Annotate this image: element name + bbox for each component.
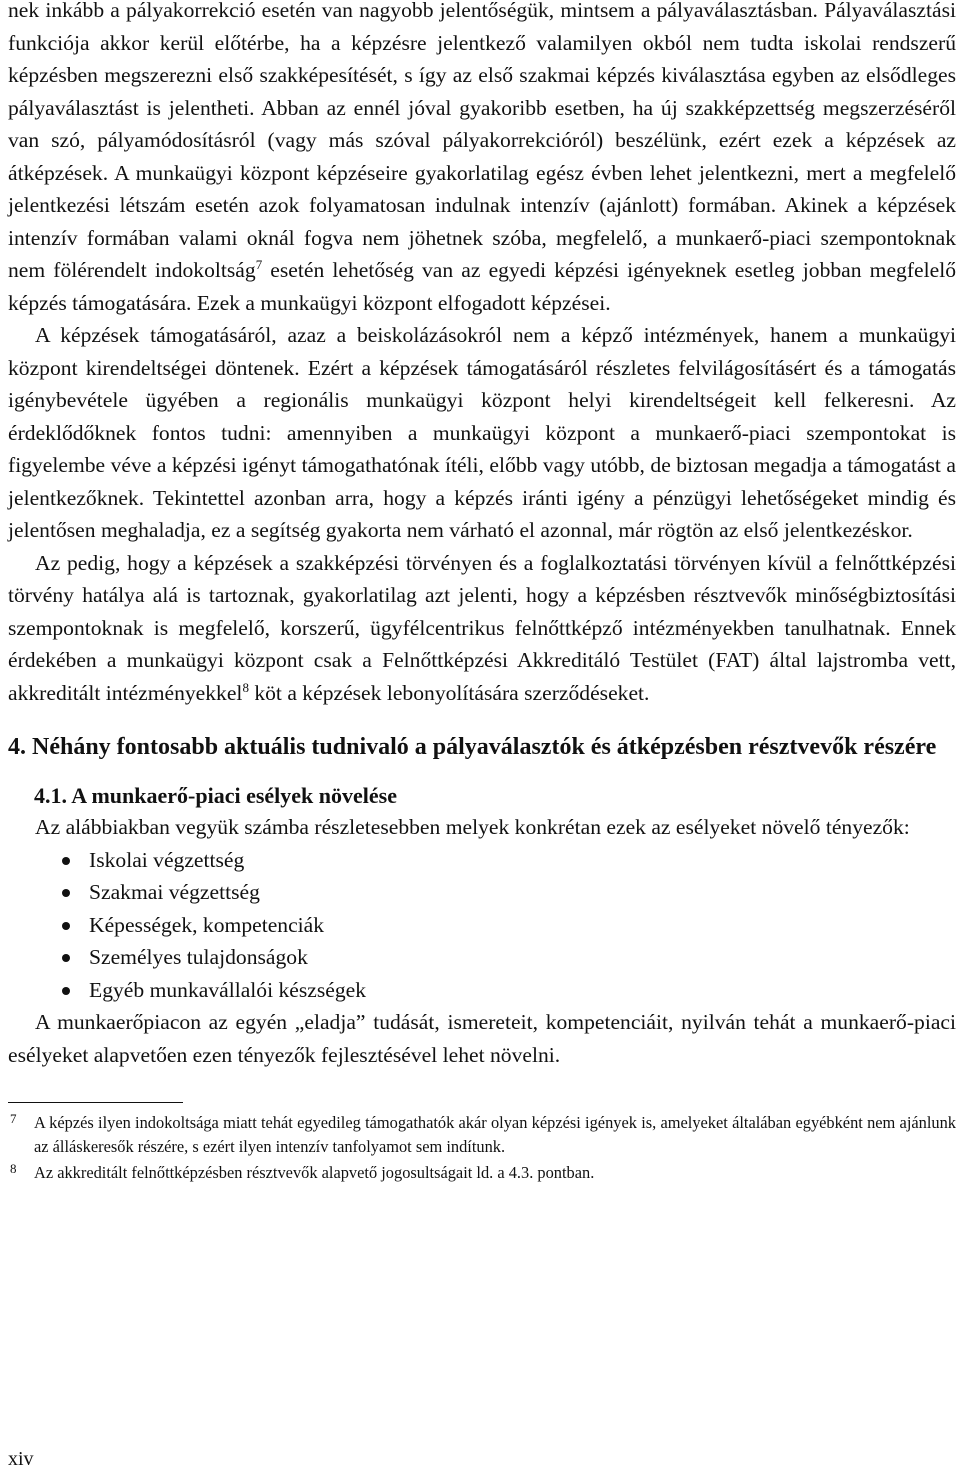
list-item: Képességek, kompetenciák: [34, 909, 956, 942]
page-number: xiv: [8, 1448, 34, 1470]
body-paragraph-support-decisions: A képzések támogatásáról, azaz a beiskolázásokról nem a képző intézmények, hanem a munkaügyi központ kirendeltségei döntenek. Ezért a képzések támogatásáról részletes felvilágosításért és a támogatás igénybevétele ügyében a regionális munkaügyi központ helyi kirendeltségeit kell felkeresni. Az érdeklődőknek fontos tudni: amennyiben a munkaügyi központ a munkaerő-piaci szempontokat is figyelembe véve a képzési igényt támogathatónak ítéli, előbb vagy utóbb, de biztosan megadja a támogatást a jelentkezőknek. Tekintettel azonban arra, hogy a képzés iránti igény a pénzügyi lehetőségeket mindig és jelentősen meghaladja, ez a segítség gyakorta nem várható el azonnal, már rögtön az első jelentkezéskor.: [8, 323, 956, 542]
list-item: Iskolai végzettség: [34, 844, 956, 877]
footnote-8: [8, 1161, 956, 1185]
list-item: Egyéb munkavállalói készségek: [34, 974, 956, 1007]
section-intro-paragraph: Az alábbiakban vegyük számba részletesebben melyek konkrétan ezek az esélyeket növelő tényezők:: [35, 815, 910, 839]
footnote-separator: [8, 1102, 183, 1103]
section-heading-4: 4. Néhány fontosabb aktuális tudnivaló a pályaválasztók és átképzésben résztvevők részére: [8, 734, 937, 760]
footnote-reference-7[interactable]: 7: [255, 257, 263, 272]
factor-list: [8, 844, 956, 1007]
footnote-text: A képzés ilyen indokoltsága miatt tehát egyedileg támogathatók akár olyan képzési igények is, amelyeket általában egyébként nem ajánlunk az álláskeresők részére, s ezért ilyen intenzív tanfolyamot sem indítunk.: [34, 1113, 956, 1156]
footnote-number: 7: [10, 1111, 17, 1126]
body-paragraph-adult-education-law: Az pedig, hogy a képzések a szakképzési törvényen és a foglalkoztatási törvényen kívül a felnőttképzési törvény hatálya alá is tartoznak, gyakorlatilag azt jelenti, hogy a képzésben résztvevők minőségbiztosítási szempontoknak is megfelelő, korszerű, ügyfélcentrikus felnőttképző intézményekben tanulhatnak. Ennek érdekében a munkaügyi központ csak a Felnőttképzési Akkreditáló Testület (FAT) által lajstromba vett, akkreditált intézményekkel$^8$ köt a képzések lebonyolítására szerződéseket.: [8, 550, 956, 705]
footnote-number: 8: [10, 1161, 17, 1176]
list-item: Személyes tulajdonságok: [34, 941, 956, 974]
footnote-text: Az akkreditált felnőttképzésben résztvevők alapvető jogosultságait ld. a 4.3. pontban.: [34, 1163, 595, 1182]
subsection-heading-4-1: 4.1. A munkaerő-piaci esélyek növelése: [34, 783, 397, 808]
section-closing-paragraph: A munkaerőpiacon az egyén „eladja” tudását, ismereteit, kompetenciáit, nyilván tehát a munkaerő-piaci esélyeket alapvetően ezen tényezők fejlesztésével lehet növelni.: [8, 1010, 956, 1067]
document-page: [8, 0, 956, 1185]
footnote-reference-8[interactable]: 8: [242, 679, 249, 695]
list-item: Szakmai végzettség: [34, 876, 956, 909]
footnote-7: [8, 1111, 956, 1159]
body-paragraph-training-forms: nek inkább a pályakorrekció esetén van nagyobb jelentőségük, mintsem a pályaválasztásban. Pályaválasztási funkciója akkor kerül előtérbe, ha a képzésre jelentkező valamilyen okból nem tudta iskolai rendszerű képzésben megszerezni első szakképesítését, s így az első szakmai képzés kiválasztása egyben az elsődleges pályaválasztást is jelentheti. Abban az ennél jóval gyakoribb esetben, ha új szakképzettség megszerzéséről van szó, pályamódosításról (vagy más szóval pályakorrekcióról) beszélünk, ezért ezek a képzések az átképzések. A munkaügyi központ képzéseire gyakorlatilag egész évben lehet jelentkezni, mert a megfelelő jelentkezési létszám esetén azok folyamatosan indulnak intenzív (ajánlott) formában. Akinek a képzések intenzív formában valami oknál fogva nem jöhetnek szóba, megfelelő, a munkaerő-piaci szempontoknak nem fölérendelt indokoltság$^7$ esetén lehetőség van az egyedi képzési igényeknek esetleg jobban megfelelő képzés támogatására. Ezek a munkaügyi központ elfogadott képzései.: [8, 0, 956, 315]
